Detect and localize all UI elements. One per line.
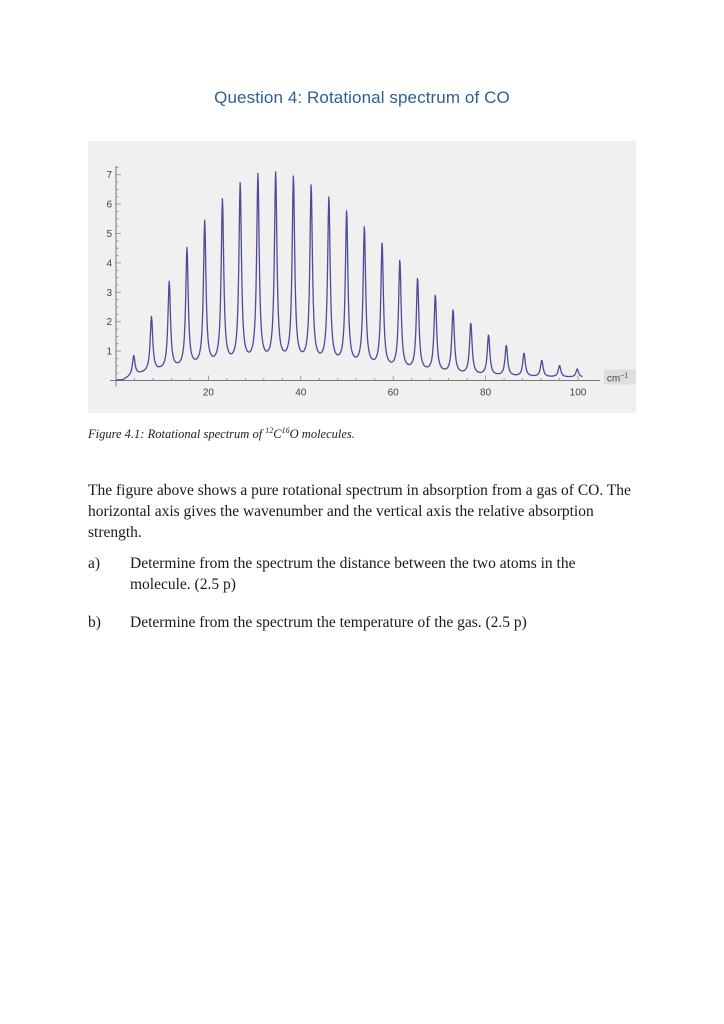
- question-a-label: a): [88, 555, 101, 572]
- y-tick-label: 5: [106, 229, 112, 240]
- y-tick-label: 7: [106, 170, 112, 182]
- question-a-text: Determine from the spectrum the distance between the two atoms in the molecule. (2.5 p): [130, 555, 576, 593]
- question-b-text: Determine from the spectrum the temperature of the gas. (2.5 p): [130, 614, 527, 631]
- intro-paragraph: The figure above shows a pure rotational spectrum in absorption from a gas of CO. The horizontal axis gives the wavenumber and the vertical axis the relative absorption strength.: [88, 482, 631, 541]
- x-tick-label: 20: [202, 387, 214, 399]
- caption-prefix: Figure 4.1: Rotational spectrum of: [88, 427, 266, 441]
- question-heading: Question 4: Rotational spectrum of CO: [214, 88, 510, 107]
- caption-element-oxygen: O molecules.: [289, 427, 355, 441]
- caption-mass-oxygen: 16: [281, 425, 290, 435]
- figure-caption: [88, 427, 355, 442]
- x-unit-base: cm: [606, 373, 621, 385]
- y-tick-label: 4: [106, 258, 112, 270]
- spectrum-figure: [88, 141, 636, 413]
- y-tick-label: 6: [106, 199, 112, 211]
- plot-background: [88, 141, 636, 413]
- y-tick-label: 1: [106, 346, 112, 358]
- caption-element-carbon: C: [273, 427, 282, 441]
- spectrum-chart: [88, 141, 636, 413]
- x-tick-label: 40: [295, 387, 307, 399]
- y-tick-label: 3: [106, 287, 112, 299]
- x-unit-exponent: −1: [620, 372, 629, 380]
- x-tick-label: 60: [387, 387, 399, 399]
- x-tick-label: 80: [480, 387, 492, 399]
- y-tick-label: 2: [106, 317, 112, 329]
- x-tick-label: 100: [569, 387, 587, 399]
- caption-mass-carbon: 12: [265, 425, 274, 435]
- question-b-label: b): [88, 614, 101, 631]
